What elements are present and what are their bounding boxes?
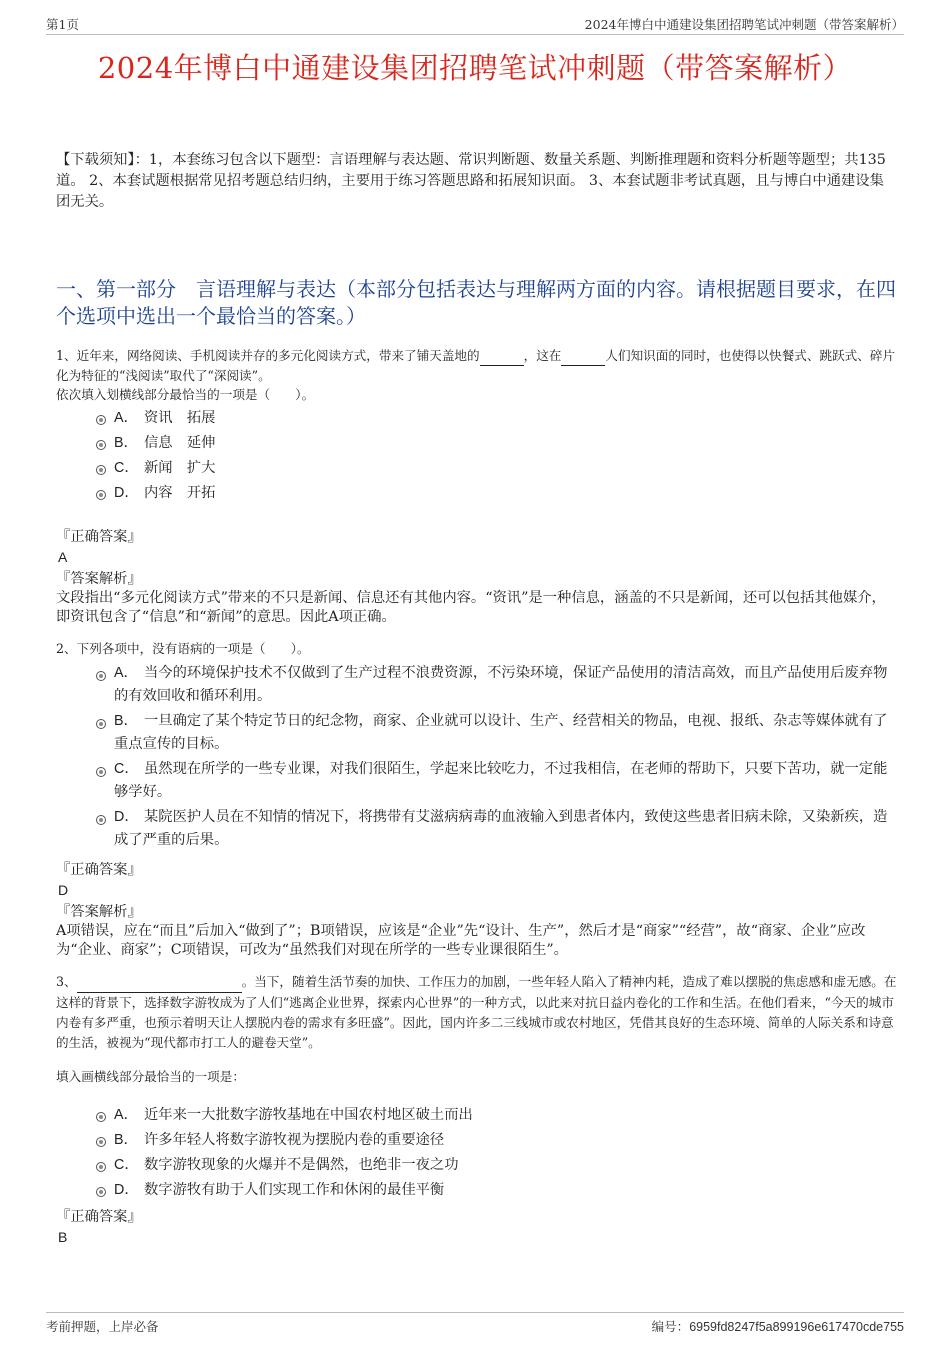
option-c[interactable]: C． 虽然现在所学的一些专业课，对我们很陌生，学起来比较吃力，不过我相信，在老师的帮助下，只要下苦功，就一定能够学好。 xyxy=(96,758,898,804)
option-a[interactable]: A． 近年来一大批数字游牧基地在中国农村地区破土而出 xyxy=(96,1103,898,1128)
blank-line xyxy=(561,346,605,366)
question-3 xyxy=(56,972,898,1203)
option-d[interactable]: D． 内容 开拓 xyxy=(96,481,898,506)
option-b[interactable]: B． 一旦确定了某个特定节日的纪念物，商家、企业就可以设计、生产、经营相关的物品，电视、报纸、杂志等媒体就有了重点宣传的目标。 xyxy=(96,710,898,756)
radio-icon[interactable] xyxy=(96,671,106,681)
option-b[interactable]: B． 许多年轻人将数字游牧视为摆脱内卷的重要途径 xyxy=(96,1128,898,1153)
option-a[interactable]: A． 资讯 拓展 xyxy=(96,406,898,431)
explain-text: A项错误，应在“而且”后加入“做到了”；B项错误，应该是“企业”先“设计、生产”，然后才是“商家”“经营”，故“商家、企业”应改为“企业、商家”；C项错误，可改为“虽然我们对现在所学的一些专业课很陌生”。 xyxy=(56,923,866,958)
answer-label: 『正确答案』 xyxy=(56,862,142,878)
blank-line xyxy=(480,346,524,366)
answer-label: 『正确答案』 xyxy=(56,1209,142,1225)
blank-line xyxy=(77,972,242,993)
option-a[interactable]: A． 当今的环境保护技术不仅做到了生产过程不浪费资源，不污染环境，保证产品使用的清洁高效，而且产品使用后废弃物的有效回收和循环利用。 xyxy=(96,662,898,708)
radio-icon[interactable] xyxy=(96,1137,106,1147)
document-title: 2024年博白中通建设集团招聘笔试冲刺题（带答案解析） xyxy=(97,51,853,85)
explain-text: 文段指出“多元化阅读方式”带来的不只是新闻、信息还有其他内容。“资讯”是一种信息，涵盖的不只是新闻，还可以包括其他媒介，即资讯包含了“信息”和“新闻”的意思。因此A项正确。 xyxy=(56,590,886,625)
answer-value: A xyxy=(58,549,68,565)
option-c[interactable]: C． 新闻 扩大 xyxy=(96,456,898,481)
radio-icon[interactable] xyxy=(96,1162,106,1172)
question-1-answer xyxy=(56,527,898,627)
option-d[interactable]: D． 数字游牧有助于人们实现工作和休闲的最佳平衡 xyxy=(96,1178,898,1203)
radio-icon[interactable] xyxy=(96,815,106,825)
radio-icon[interactable] xyxy=(96,767,106,777)
question-1 xyxy=(56,346,898,506)
radio-icon[interactable] xyxy=(96,719,106,729)
page-footer xyxy=(46,1312,904,1337)
footer-slogan: 考前押题，上岸必备 xyxy=(46,1319,159,1334)
radio-icon[interactable] xyxy=(96,415,106,425)
download-notice: 【下载须知】：1，本套练习包含以下题型：言语理解与表达题、常识判断题、数量关系题、判断推理题和资料分析题等题型；共135道。 2、本套试题根据常见招考题总结归纳，主要用于练习答题思路和拓展知识面。 3、本套试题非考试真题，且与博白中通建设集团无关。 xyxy=(56,152,886,210)
page-header xyxy=(46,12,904,35)
question-3-prompt: 填入画横线部分最恰当的一项是： xyxy=(56,1069,245,1084)
option-b[interactable]: B． 信息 延伸 xyxy=(96,431,898,456)
radio-icon[interactable] xyxy=(96,490,106,500)
page-number: 第1页 xyxy=(46,17,79,32)
explain-label: 『答案解析』 xyxy=(56,571,142,587)
question-2-answer xyxy=(56,860,898,960)
radio-icon[interactable] xyxy=(96,1187,106,1197)
explain-label: 『答案解析』 xyxy=(56,904,142,920)
question-3-options xyxy=(96,1103,898,1203)
answer-value: B xyxy=(58,1229,68,1245)
radio-icon[interactable] xyxy=(96,440,106,450)
footer-code: 编号：6959fd8247f5a899196e617470cde755 xyxy=(651,1319,904,1334)
option-d[interactable]: D． 某院医护人员在不知情的情况下，将携带有艾滋病病毒的血液输入到患者体内，致使这些患者旧病未除，又染新疾，造成了严重的后果。 xyxy=(96,806,898,852)
question-1-prompt: 依次填入划横线部分最恰当的一项是（ ）。 xyxy=(56,387,315,402)
question-3-answer xyxy=(56,1207,898,1247)
question-2-options xyxy=(96,662,898,852)
section-heading: 一、第一部分 言语理解与表达（本部分包括表达与理解两方面的内容。请根据题目要求，在四个选项中选出一个最恰当的答案。） xyxy=(56,277,896,328)
question-1-options xyxy=(96,406,898,506)
header-doc-title: 2024年博白中通建设集团招聘笔试冲刺题（带答案解析） xyxy=(584,17,904,32)
answer-value: D xyxy=(58,882,69,898)
radio-icon[interactable] xyxy=(96,465,106,475)
question-2 xyxy=(56,639,898,854)
answer-label: 『正确答案』 xyxy=(56,529,142,545)
question-3-text: 3、 。当下，随着生活节奏的加快、工作压力的加剧，一些年轻人陷入了精神内耗，造成了难以摆脱的焦虑感和虚无感。在这样的背景下，选择数字游牧成为了人们“逃离企业世界，探索内心世界”的一种方式，以此来对抗日益内卷化的工作和生活。在他们看来，“今天的城市内卷有多严重，也预示着明天让人摆脱内卷的需求有多旺盛”。因此，国内许多二三线城市或农村地区，凭借其良好的生态环境、简单的人际关系和诗意的生活，被视为“现代都市打工人的避卷天堂”。 xyxy=(56,974,897,1050)
question-1-text: 1、近年来，网络阅读、手机阅读并存的多元化阅读方式，带来了铺天盖地的 ，这在 人们知识面的同时，也使得以快餐式、跳跃式、碎片化为特征的“浅阅读”取代了“深阅读”。 xyxy=(56,348,896,383)
question-2-text: 2、下列各项中，没有语病的一项是（ ）。 xyxy=(56,641,310,656)
radio-icon[interactable] xyxy=(96,1112,106,1122)
option-c[interactable]: C． 数字游牧现象的火爆并不是偶然，也绝非一夜之功 xyxy=(96,1153,898,1178)
